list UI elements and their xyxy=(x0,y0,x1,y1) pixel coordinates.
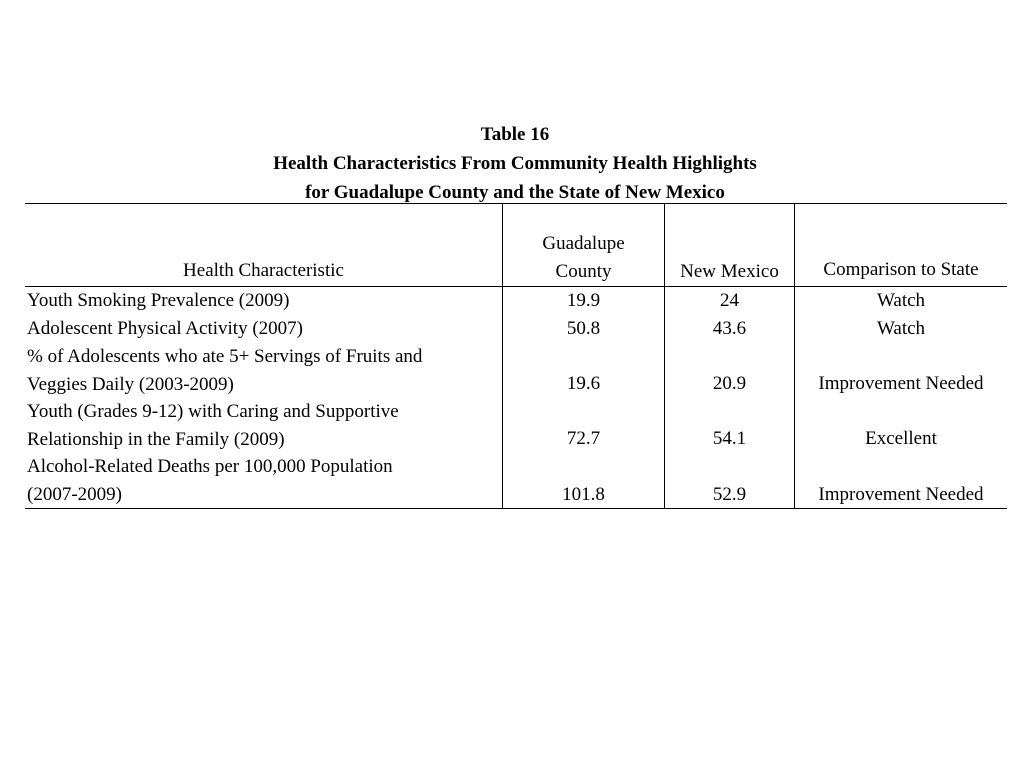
row-characteristic-line-1: Youth Smoking Prevalence (2009) xyxy=(27,290,290,311)
row-state-value: 20.9 xyxy=(712,373,747,394)
row-characteristic xyxy=(25,343,502,398)
table-row xyxy=(25,287,1007,315)
table-title-line-1: Health Characteristics From Community Health Highlights xyxy=(273,153,757,174)
row-state-cell xyxy=(664,343,794,398)
row-characteristic-line-1: Youth (Grades 9-12) with Caring and Supportive xyxy=(27,401,399,422)
header-cell-state xyxy=(664,204,794,286)
row-comparison-cell xyxy=(794,398,1007,453)
row-characteristic-line-2: (2007-2009) xyxy=(27,484,122,505)
row-county-value: 19.9 xyxy=(566,290,601,311)
header-characteristic: Health Characteristic xyxy=(183,260,344,281)
header-cell-county xyxy=(502,204,664,286)
row-characteristic xyxy=(25,287,502,315)
row-characteristic-line-2: Relationship in the Family (2009) xyxy=(27,429,285,450)
row-characteristic-line-1: Alcohol-Related Deaths per 100,000 Population xyxy=(27,456,393,477)
table-row xyxy=(25,315,1007,343)
table-title-line-2: for Guadalupe County and the State of New Mexico xyxy=(305,182,725,203)
header-cell-characteristic xyxy=(25,204,502,286)
row-comparison-value: Watch xyxy=(876,318,926,339)
row-characteristic-line-1: % of Adolescents who ate 5+ Servings of Fruits and xyxy=(27,346,423,367)
row-county-value: 72.7 xyxy=(566,428,601,449)
row-characteristic xyxy=(25,453,502,508)
row-state-cell xyxy=(664,453,794,508)
header-comparison: Comparison to State xyxy=(823,259,979,280)
table-number: Table 16 xyxy=(480,124,550,145)
row-comparison-cell xyxy=(794,343,1007,398)
row-state-value: 52.9 xyxy=(712,484,747,505)
header-county-line-1: Guadalupe xyxy=(542,233,625,254)
row-characteristic xyxy=(25,398,502,453)
row-comparison-cell xyxy=(794,453,1007,508)
header-state: New Mexico xyxy=(680,261,779,282)
row-state-value: 54.1 xyxy=(712,428,747,449)
row-county-cell xyxy=(502,343,664,398)
health-characteristics-table xyxy=(25,203,1007,509)
row-county-value: 19.6 xyxy=(566,373,601,394)
row-comparison-cell xyxy=(794,287,1007,315)
table-header-row xyxy=(25,204,1007,287)
row-comparison-value: Improvement Needed xyxy=(818,484,984,505)
table-title xyxy=(0,120,1024,207)
row-county-cell xyxy=(502,315,664,343)
row-county-cell xyxy=(502,398,664,453)
row-comparison-value: Watch xyxy=(876,290,926,311)
row-state-value: 24 xyxy=(720,290,739,311)
row-county-value: 50.8 xyxy=(566,318,601,339)
row-characteristic xyxy=(25,315,502,343)
row-characteristic-line-1: Adolescent Physical Activity (2007) xyxy=(27,318,303,339)
row-state-cell xyxy=(664,398,794,453)
row-state-cell xyxy=(664,287,794,315)
row-state-value: 43.6 xyxy=(712,318,747,339)
table-row xyxy=(25,343,1007,398)
header-county-line-2: County xyxy=(555,261,612,282)
row-comparison-cell xyxy=(794,315,1007,343)
row-county-cell xyxy=(502,453,664,508)
header-county xyxy=(503,230,664,286)
row-state-cell xyxy=(664,315,794,343)
row-county-cell xyxy=(502,287,664,315)
row-comparison-value: Excellent xyxy=(865,428,937,449)
row-characteristic-line-2: Veggies Daily (2003-2009) xyxy=(27,374,234,395)
row-county-value: 101.8 xyxy=(562,484,605,505)
table-row xyxy=(25,453,1007,508)
table-row xyxy=(25,398,1007,453)
row-comparison-value: Improvement Needed xyxy=(818,373,984,394)
header-cell-comparison xyxy=(794,204,1007,286)
